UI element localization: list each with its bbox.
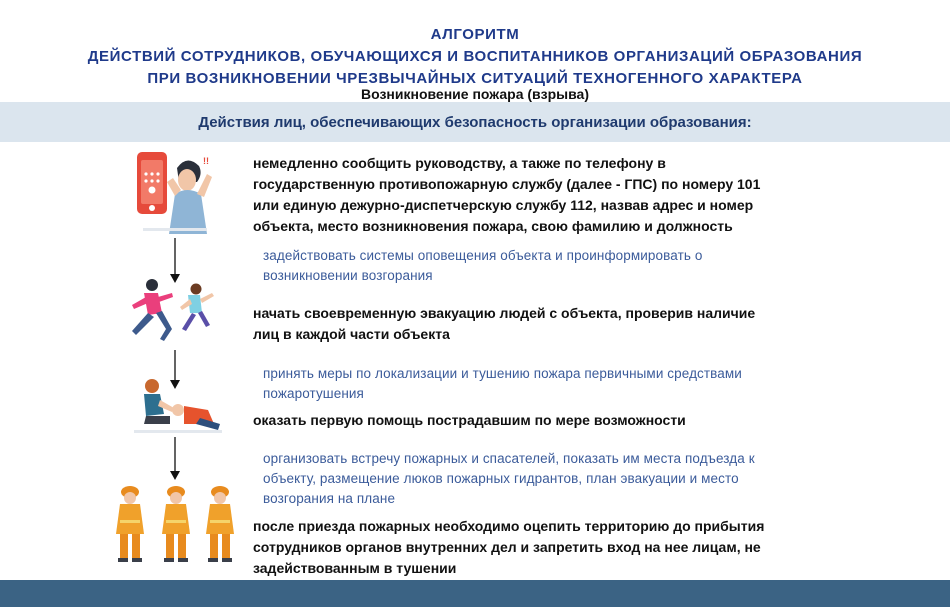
step-line: государственную противопожарную службу (далее - ГПС) по номеру 101	[253, 176, 761, 192]
title-line: ДЕЙСТВИЙ СОТРУДНИКОВ, ОБУЧАЮЩИХСЯ И ВОСПИТАННИКОВ ОРГАНИЗАЦИЙ ОБРАЗОВАНИЯ	[87, 48, 863, 65]
step-localize-fire	[263, 364, 823, 404]
step-line: объекта, место возникновения пожара, свою фамилию и должность	[253, 218, 733, 234]
step-line: немедленно сообщить руководству, а также по телефону в	[253, 155, 666, 171]
step-line: принять меры по локализации и тушению пожара первичными средствами	[263, 366, 742, 381]
firefighters-illustration	[108, 484, 248, 564]
title-line: АЛГОРИТМ	[430, 26, 520, 43]
step-line: оказать первую помощь пострадавшим по мере возможности	[253, 412, 686, 428]
title-line: ПРИ ВОЗНИКНОВЕНИИ ЧРЕЗВЫЧАЙНЫХ СИТУАЦИЙ ТЕХНОГЕННОГО ХАРАКТЕРА	[147, 70, 803, 87]
step-line: организовать встречу пожарных и спасателей, показать им места подъезда к	[263, 451, 755, 466]
footer-bar	[0, 580, 950, 607]
step-line: или единую дежурно-диспетчерскую службу 112, назвав адрес и номер	[253, 197, 754, 213]
step-line: объекту, размещение люков пожарных гидрантов, план эвакуации и место	[263, 471, 739, 486]
step-cordon-area	[253, 516, 813, 579]
step-line: возгорания на плане	[263, 491, 396, 506]
phone-call-illustration	[133, 148, 223, 238]
step-line: после приезда пожарных необходимо оцепить территорию до прибытия	[253, 518, 765, 534]
running-people-illustration	[122, 275, 222, 345]
step-line: задействованным в тушении	[253, 560, 457, 576]
step-meet-firefighters	[263, 449, 823, 509]
step-line: задействовать системы оповещения объекта и проинформировать о	[263, 248, 703, 263]
step-line: начать своевременную эвакуацию людей с объекта, проверив наличие	[253, 305, 756, 321]
first-aid-illustration	[130, 378, 225, 436]
step-line: сотрудников органов внутренних дел и запретить вход на нее лицам, не	[253, 539, 761, 555]
arrow-down-icon	[168, 437, 182, 481]
step-line: лиц в каждой части объекта	[253, 326, 450, 342]
step-alert-systems	[263, 246, 803, 286]
step-line: возникновении возгорания	[263, 268, 433, 283]
step-evacuation	[253, 303, 813, 345]
section-band-title: Действия лиц, обеспечивающих безопасность организации образования:	[198, 114, 752, 131]
header-title	[0, 24, 950, 90]
step-line: пожаротушения	[263, 386, 364, 401]
svg-text:!!: !!	[203, 156, 209, 166]
header-subtitle: Возникновение пожара (взрыва)	[361, 86, 589, 102]
step-call-services	[253, 153, 813, 237]
step-first-aid	[253, 410, 813, 431]
